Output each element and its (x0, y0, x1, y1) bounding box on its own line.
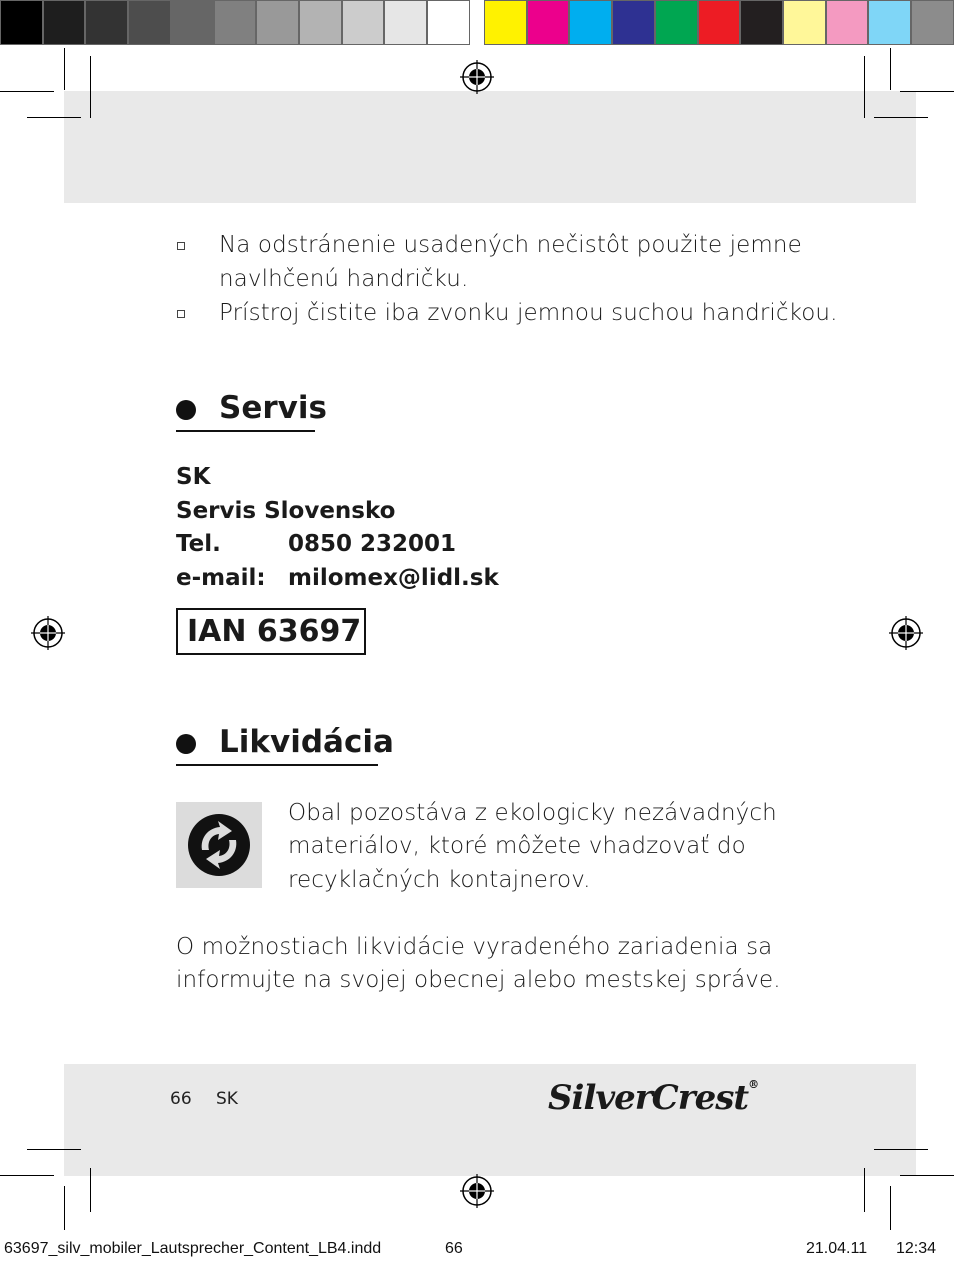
brand-name: SilverCrest (548, 1078, 749, 1118)
green-dot-recycling-icon (176, 802, 262, 888)
slug-filename: 63697_silv_mobiler_Lautsprecher_Content_LB4.indd (4, 1240, 382, 1257)
packaging-text-line-3: recyklačných kontajnerov. (288, 867, 591, 893)
crop-mark (874, 117, 928, 118)
language-code: SK (216, 1089, 238, 1109)
bullet-square-icon (177, 242, 185, 250)
brand-registered-mark: ® (748, 1078, 759, 1091)
process-swatch (826, 0, 869, 45)
grayscale-swatch (342, 0, 385, 45)
grayscale-swatch (427, 0, 470, 45)
crop-mark (864, 56, 865, 118)
heading-bullet-icon (176, 400, 196, 420)
service-heading: Servis (219, 390, 327, 426)
tel-value: 0850 232001 (288, 531, 457, 557)
process-swatch (527, 0, 570, 45)
grayscale-swatch (214, 0, 257, 45)
disposal-heading: Likvidácia (219, 724, 394, 760)
crop-mark (900, 91, 954, 92)
crop-mark (874, 1149, 928, 1150)
footer-band (64, 1064, 916, 1176)
slug-time: 12:34 (896, 1240, 937, 1257)
tel-label: Tel. (176, 531, 221, 557)
crop-mark (890, 48, 891, 90)
process-swatch (484, 0, 527, 45)
slug-page: 66 (445, 1240, 463, 1257)
crop-mark (864, 1168, 865, 1212)
grayscale-swatch (43, 0, 86, 45)
process-swatch (612, 0, 655, 45)
process-swatch (868, 0, 911, 45)
grayscale-swatch (256, 0, 299, 45)
grayscale-color-bar (0, 0, 470, 45)
cleaning-bullet-2: Prístroj čistite iba zvonku jemnou suchou handričkou. (219, 300, 838, 326)
heading-underline (176, 430, 315, 432)
service-name: Servis Slovensko (176, 498, 396, 524)
grayscale-swatch (128, 0, 171, 45)
packaging-text-line-2: materiálov, ktoré môžete vhadzovať do (288, 833, 746, 859)
ian-box: IAN 63697 (176, 608, 366, 655)
registration-mark-icon (460, 60, 494, 94)
device-disposal-line-1: O možnostiach likvidácie vyradeného zariadenia sa (176, 934, 773, 960)
bullet-square-icon (177, 310, 185, 318)
page-number: 66 (170, 1089, 192, 1109)
email-value: milomex@lidl.sk (288, 565, 499, 591)
grayscale-swatch (0, 0, 43, 45)
registration-mark-icon (31, 616, 65, 650)
crop-mark (27, 1149, 81, 1150)
header-band (64, 91, 916, 203)
email-label: e-mail: (176, 565, 266, 591)
process-swatch (911, 0, 954, 45)
process-swatch (740, 0, 783, 45)
grayscale-swatch (85, 0, 128, 45)
crop-mark (890, 1186, 891, 1230)
process-swatch (655, 0, 698, 45)
crop-mark (64, 48, 65, 90)
crop-mark (27, 117, 81, 118)
heading-bullet-icon (176, 734, 196, 754)
cleaning-bullet-1-line-1: Na odstránenie usadených nečistôt použite jemne (219, 232, 802, 258)
cleaning-bullet-1-line-2: navlhčenú handričku. (219, 266, 469, 292)
registration-mark-icon (889, 616, 923, 650)
crop-mark (0, 1175, 54, 1176)
service-country: SK (176, 464, 211, 490)
crop-mark (90, 56, 91, 118)
device-disposal-line-2: informujte na svojej obecnej alebo mestskej správe. (176, 967, 781, 993)
packaging-text-line-1: Obal pozostáva z ekologicky nezávadných (288, 800, 777, 826)
grayscale-swatch (171, 0, 214, 45)
heading-underline (176, 764, 378, 766)
crop-mark (900, 1175, 954, 1176)
process-swatch (698, 0, 741, 45)
slug-date: 21.04.11 (806, 1240, 868, 1257)
process-swatch (783, 0, 826, 45)
crop-mark (90, 1168, 91, 1212)
grayscale-swatch (299, 0, 342, 45)
registration-mark-icon (460, 1174, 494, 1208)
process-swatch (569, 0, 612, 45)
process-color-bar (484, 0, 954, 45)
crop-mark (64, 1186, 65, 1230)
crop-mark (0, 91, 54, 92)
grayscale-swatch (384, 0, 427, 45)
brand-logo (548, 1078, 758, 1118)
